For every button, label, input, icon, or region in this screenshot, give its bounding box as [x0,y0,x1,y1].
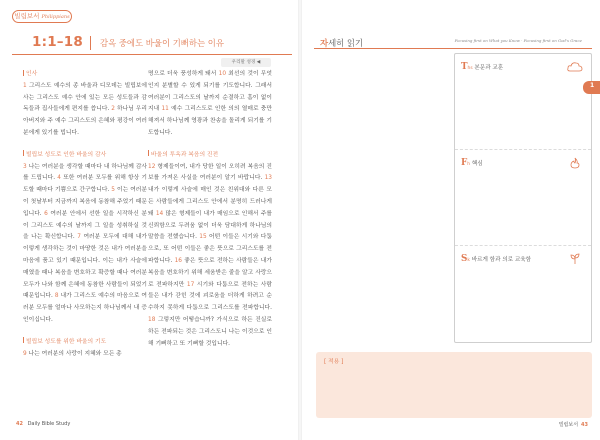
section-letter: T [461,62,468,72]
verse-number: 3 [23,163,27,170]
section-heading [23,337,147,349]
passage-title-row [12,34,292,54]
heading-marker [23,337,24,343]
verse-number: 4 [57,175,61,182]
section-body [148,162,272,351]
footer-book-name: 빌립보서 [558,422,579,428]
verse-number: 5 [111,187,115,194]
passage-section [23,150,147,327]
heading-subtitle: Focusing first on What you Know · Focusing first on God's Grace [454,38,582,43]
verse-text: 그리스도 예수의 종 바울과 디모데는 빌립보에 사는 그리스도 예수 안에 있는 모든 성도들과 감독들과 집사들에게 편지를 씁니다. [23,82,147,113]
verse-text: 시기와 다툼으로 전하는 사람들은 내가 갇힌 것에 괴로움을 더하게 하려고 순수하지 못하게 다툼으로 그리스도를 전파합니다. [148,281,272,312]
section-header [461,254,531,264]
verse-text: 어떤 이들은 시기와 다툼으로, 또 어떤 이들은 좋은 뜻으로 그리스도를 전파합니다. [148,234,272,264]
verse-text: 예수 그리스도로 인한 의의 열매로 충만해져서 하나님께 영광과 찬송을 돌리게 되기를 기도합니다. [148,106,273,136]
section-heading [23,150,147,162]
verse-number: 14 [155,210,164,217]
verse-number: 12 [148,163,156,170]
section-body [23,81,147,140]
verse-text: 형제들이여, 내가 당한 일이 오히려 복음의 진보를 가져온 사실을 여러분이 알기 바랍니다. [148,163,272,182]
version-badge[interactable]: 우리말 성경 ◀ [221,58,271,67]
side-tab-number: 1 [590,82,595,89]
passage-section [148,150,272,351]
section-heading-text: 바울의 투옥과 복음의 진전 [151,151,219,158]
verse-number: 15 [199,234,207,241]
verse-text: 나는 여러분의 사랑이 지혜와 모든 총 [28,350,122,357]
section-continuation [148,69,272,140]
verse-number: 6 [44,210,48,217]
verse-number: 2 [111,106,115,113]
verse-number: 18 [148,316,156,323]
section-letter: F [461,158,468,168]
application-box[interactable] [316,352,592,418]
footer-right [532,421,588,428]
section-letter-sub: h [467,162,471,167]
passage-reference: 1:1–18 [32,34,83,50]
title-divider [90,36,91,50]
book-tab-ko: 빌립보서 [14,12,40,20]
chapter-side-tab[interactable] [583,81,600,94]
heading-accent-letter: 자 [320,38,329,48]
passage-section [23,69,147,140]
verse-number: 10 [218,71,227,77]
passage-title: 감옥 중에도 바울이 기뻐하는 이유 [100,38,224,48]
passage-section [23,337,147,361]
passage-section [148,69,272,140]
notes-section-core[interactable] [455,150,591,246]
section-heading-text: 빌립보 성도를 위한 바울의 기도 [26,338,107,345]
verse-number: 8 [54,293,59,300]
verse-number: 1 [23,82,27,89]
page-number-left: 42 [16,421,23,427]
section-letter: S [461,254,468,264]
verse-text: 또한 여러분 모두를 위해 항상 기도할 때마다 기쁨으로 간구합니다. [23,175,148,194]
verse-text: 좋은 뜻으로 전하는 사람들은 내가 복음을 변호하기 위해 세움받은 줄을 알고 사랑으로 전파하지만 [148,257,272,288]
verse-number: 7 [77,234,81,241]
section-header [461,62,503,72]
verse-text: 최선의 것이 무엇인지 분별할 수 있게 되기를 기도합니다. 그래서 여러분이 그리스도의 날까지 순결하고 흠이 없이 지내 [148,71,273,113]
notes-section-text[interactable] [455,54,591,150]
book-tab[interactable] [12,10,72,23]
verse-text: 나는 여러분을 생각할 때마다 내 하나님께 감사를 드립니다. [23,163,148,182]
verse-text: 여러분 모두에 대해 내가 이렇게 생각하는 것이 마땅한 것은 내가 여러분을 마음에 품고 있기 때문입니다. 이는 내가 사슬에 매였을 때나 복음을 변호하고 확증할 때나 여러분 모두가 나와 함께 은혜에 동참한 사람들이 되었기 때문입니다. [23,234,148,300]
heading-marker [148,150,149,156]
verse-text: 내가 이렇게 사슬에 매인 것은 친위대와 다른 모든 사람들에게 그리스도 안에서 분명히 드러나게 돼 [148,187,272,217]
verse-text: 그렇지만 어떻습니까? 가식으로 하든 진실로 하든 전파되는 것은 그리스도니 나는 이것으로 인해 기뻐하고 또 기뻐할 것입니다. [148,316,272,347]
application-label: [ 적용 ] [324,359,344,365]
scripture-column-right [148,69,272,360]
section-heading-text: 빌립보 성도로 인한 바울의 감사 [26,151,107,158]
verse-text: 이는 여러분이 첫날부터 지금까지 복음에 동참해 주었기 때문입니다. [23,187,148,217]
verse-text: 내가 그리스도 예수의 마음으로 여러분 모두를 얼마나 사모하는지 하나님께서 내 증인이십니다. [23,293,148,323]
section-body [23,162,147,327]
flame-icon [567,157,583,169]
footer-book-title: Daily Bible Study [27,421,71,427]
section-label: 핵심 [471,161,483,167]
sprout-icon [567,253,583,265]
right-page [302,0,600,440]
verse-text: 여러분 안에서 선한 일을 시작하신 분이 그리스도 예수의 날까지 그 일을 성취하실 것을 나는 확신합니다. [23,210,147,241]
cloud-icon [567,61,583,73]
footer-left [16,421,70,427]
heading-rule [314,48,592,49]
verse-number: 9 [23,350,27,357]
heading-marker [23,150,24,156]
notes-section-correction[interactable] [455,246,591,342]
scripture-column-left [23,69,147,370]
verse-number: 13 [264,175,272,182]
verse-text: 하나님 우리 아버지와 주 예수 그리스도의 은혜와 평강이 여러분에게 있기를 빕니다. [23,106,148,136]
book-tab-en: Philippians [41,14,70,20]
section-body [23,349,147,361]
section-heading [148,150,272,162]
verse-text: 많은 형제들이 내가 매임으로 인해서 주를 신뢰함으로 두려움 없이 더욱 담대하게 하나님의 말씀을 전했습니다. [148,210,272,241]
section-label: 바르게 함과 의로 교육함 [471,257,532,263]
verse-text: 명으로 더욱 풍성하게 돼서 [148,71,219,77]
verse-number: 11 [161,106,169,113]
section-label: 본문과 교훈 [474,65,504,71]
section-heading [23,69,147,81]
heading-text: 세히 읽기 [328,38,364,48]
notes-box[interactable] [454,53,595,343]
heading-marker [23,70,24,76]
section-heading-text: 인사 [26,71,38,77]
verse-number: 17 [186,281,195,288]
section-header [461,158,483,168]
section-letter-sub: k [467,258,470,263]
page-number-right: 43 [581,422,588,428]
verse-number: 16 [174,257,182,264]
title-rule [12,54,292,55]
section-letter-sub: hs [467,66,473,71]
